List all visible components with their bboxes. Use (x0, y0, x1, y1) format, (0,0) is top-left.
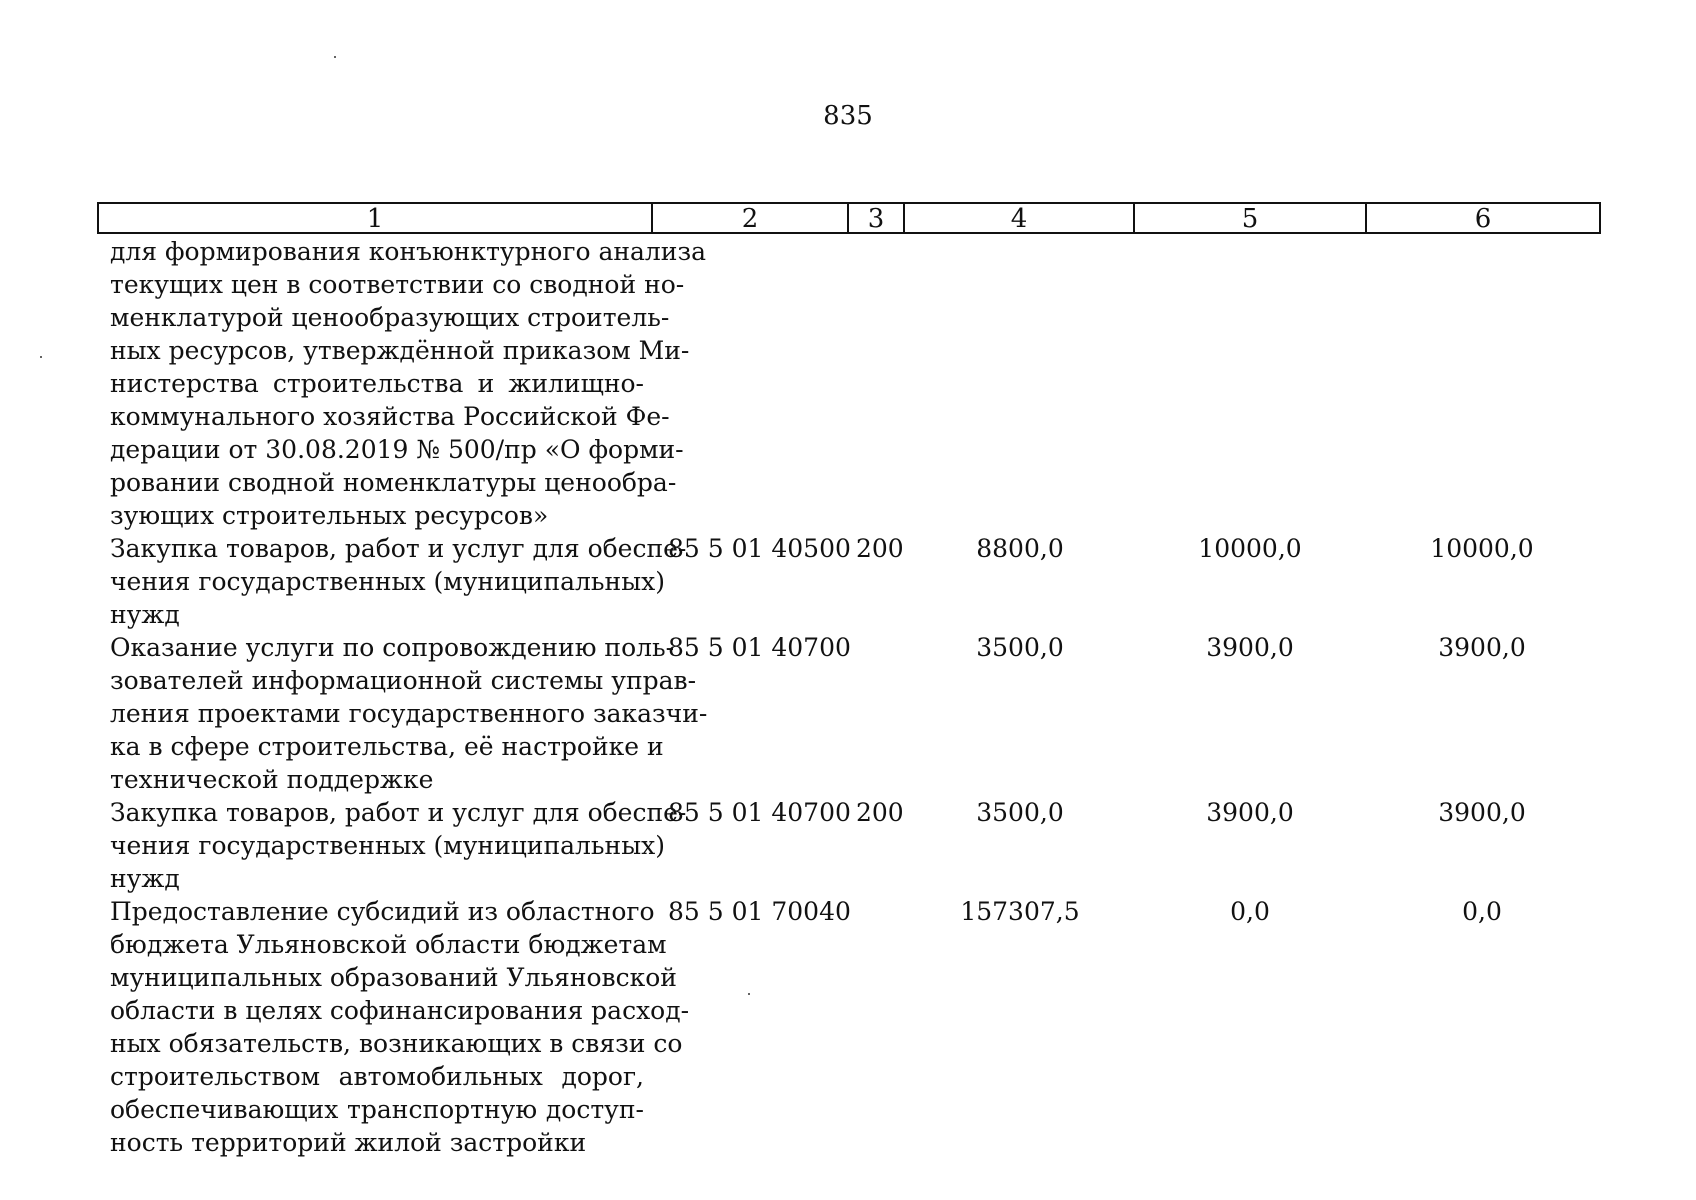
table-body (0, 235, 1696, 1159)
column-header-6: 6 (1474, 204, 1492, 234)
description-line: менклатурой ценообразующих строитель- (110, 303, 670, 332)
description-line: строительством автомобильных дорог, (110, 1062, 644, 1091)
row-value-col4: 3500,0 (976, 633, 1064, 662)
description-line: для формирования конъюнктурного анализа (110, 237, 707, 266)
scan-speck (748, 993, 750, 995)
description-line: нужд (110, 600, 180, 629)
description-line: чения государственных (муниципальных) (110, 831, 665, 860)
description-line: зователей информационной системы управ- (110, 666, 697, 695)
table-header (97, 202, 1601, 234)
scan-speck (334, 56, 336, 58)
row-value-col4: 8800,0 (976, 534, 1064, 563)
description-line: Предоставление субсидий из областного (110, 897, 655, 926)
description-line: нужд (110, 864, 180, 893)
description-line: бюджета Ульяновской области бюджетам (110, 930, 667, 959)
description-line: текущих цен в соответствии со сводной но- (110, 270, 685, 299)
description-line: ность территорий жилой застройки (110, 1128, 587, 1157)
description-line: Закупка товаров, работ и услуг для обеспе- (110, 534, 687, 563)
description-line: дерации от 30.08.2019 № 500/пр «О форми- (110, 435, 684, 464)
row-value-col6: 0,0 (1462, 897, 1502, 926)
row-value-col4: 3500,0 (976, 798, 1064, 827)
description-line: Закупка товаров, работ и услуг для обеспе- (110, 798, 687, 827)
row-description (110, 895, 690, 1159)
description-line: технической поддержке (110, 765, 434, 794)
row-description (110, 235, 707, 532)
row-value-col5: 3900,0 (1206, 633, 1294, 662)
scan-speck (40, 356, 42, 358)
table-row (0, 631, 1696, 796)
description-line: ка в сфере строительства, её настройке и (110, 732, 664, 761)
description-line: коммунального хозяйства Российской Фе- (110, 402, 670, 431)
column-header-2: 2 (653, 204, 849, 232)
column-header-4: 4 (905, 204, 1135, 232)
page-number: 835 (823, 101, 873, 131)
row-value-col6: 3900,0 (1438, 798, 1526, 827)
row-value-col6: 10000,0 (1430, 534, 1534, 563)
description-line: ных ресурсов, утверждённой приказом Ми- (110, 336, 690, 365)
table-row (0, 532, 1696, 631)
row-expense-type: 200 (856, 798, 904, 827)
description-line: Оказание услуги по сопровождению поль- (110, 633, 675, 662)
row-description (110, 631, 708, 796)
row-value-col5: 3900,0 (1206, 798, 1294, 827)
table-row (0, 796, 1696, 895)
description-line: чения государственных (муниципальных) (110, 567, 665, 596)
row-code: 85 5 01 40500 (668, 534, 851, 563)
description-line: области в целях софинансирования расход- (110, 996, 690, 1025)
table-row (0, 895, 1696, 1159)
column-header-5: 5 (1135, 204, 1367, 232)
row-value-col6: 3900,0 (1438, 633, 1526, 662)
row-description (110, 796, 687, 895)
description-line: нистерства строительства и жилищно- (110, 369, 644, 398)
row-value-col5: 10000,0 (1198, 534, 1302, 563)
description-line: ных обязательств, возникающих в связи со (110, 1029, 683, 1058)
description-line: ления проектами государственного заказчи- (110, 699, 708, 728)
row-code: 85 5 01 40700 (668, 798, 851, 827)
table-row (0, 235, 1696, 532)
row-code: 85 5 01 40700 (668, 633, 851, 662)
row-description (110, 532, 687, 631)
row-expense-type: 200 (856, 534, 904, 563)
description-line: муниципальных образований Ульяновской (110, 963, 677, 992)
row-value-col5: 0,0 (1230, 897, 1270, 926)
column-header-3: 3 (849, 204, 905, 232)
row-value-col4: 157307,5 (960, 897, 1080, 926)
row-code: 85 5 01 70040 (668, 897, 851, 926)
description-line: ровании сводной номенклатуры ценообра- (110, 468, 677, 497)
column-header-1: 1 (99, 204, 653, 232)
description-line: зующих строительных ресурсов» (110, 501, 549, 530)
description-line: обеспечивающих транспортную доступ- (110, 1095, 644, 1124)
